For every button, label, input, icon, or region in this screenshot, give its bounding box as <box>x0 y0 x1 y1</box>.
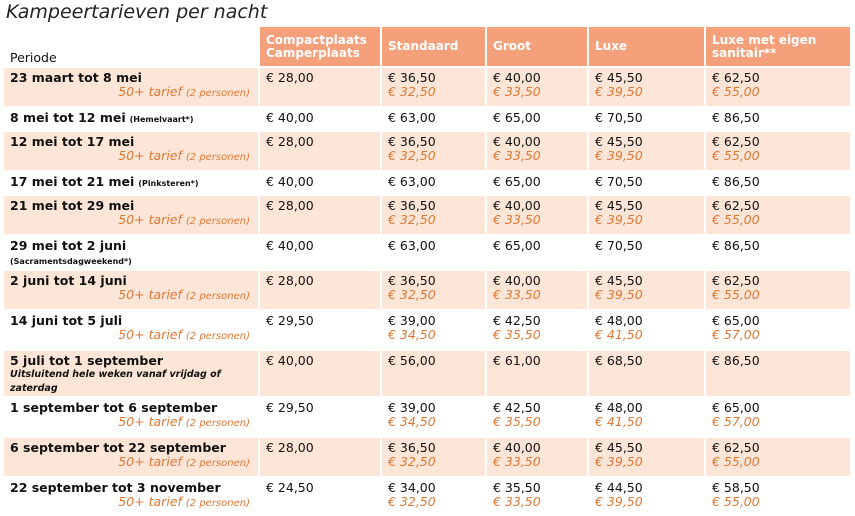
price-standard: € 86,50 <box>712 353 760 368</box>
price-standard: € 45,50 <box>595 198 643 213</box>
price-senior: € 55,00 <box>712 287 760 302</box>
price-cell <box>485 130 587 170</box>
price-cell <box>704 349 850 396</box>
period-label: 29 mei tot 2 juni <box>10 238 127 253</box>
price-senior: € 39,50 <box>595 287 643 302</box>
price-standard: € 63,00 <box>388 174 436 189</box>
senior-rate-spec: (2 personen) <box>185 418 250 429</box>
price-standard: € 86,50 <box>712 238 760 253</box>
price-standard: € 68,50 <box>595 353 643 368</box>
senior-rate-spec: (2 personen) <box>185 216 250 227</box>
price-senior: € 55,00 <box>712 212 760 227</box>
price-standard: € 28,00 <box>266 440 314 455</box>
price-standard: € 70,50 <box>595 238 643 253</box>
price-cell <box>704 269 850 309</box>
period-cell <box>4 194 258 234</box>
price-cell <box>704 194 850 234</box>
price-cell <box>380 269 485 309</box>
period-label: 23 maart tot 8 mei <box>10 70 142 85</box>
rates-table <box>4 27 850 516</box>
period-cell <box>4 170 258 194</box>
price-standard: € 65,00 <box>493 238 541 253</box>
senior-rate-spec: (2 personen) <box>185 88 250 99</box>
senior-rate-spec: (2 personen) <box>185 458 250 469</box>
table-row <box>4 234 850 269</box>
price-standard: € 29,50 <box>266 313 314 328</box>
period-cell <box>4 476 258 516</box>
price-senior: € 32,50 <box>388 212 436 227</box>
price-cell <box>258 130 380 170</box>
column-header-luxe-sanitair: Luxe met eigen sanitair** <box>704 27 850 66</box>
column-header-luxe: Luxe <box>587 27 704 66</box>
price-cell <box>380 309 485 349</box>
period-cell <box>4 436 258 476</box>
price-standard: € 40,00 <box>266 353 314 368</box>
price-cell <box>704 66 850 106</box>
price-senior: € 35,50 <box>493 327 541 342</box>
table-row <box>4 170 850 194</box>
price-standard: € 56,00 <box>388 353 436 368</box>
column-header-groot: Groot <box>485 27 587 66</box>
period-label: 14 juni tot 5 juli <box>10 313 123 328</box>
senior-rate-spec: (2 personen) <box>185 331 250 342</box>
senior-rate-label <box>10 455 252 471</box>
period-cell <box>4 349 258 396</box>
price-standard: € 28,00 <box>266 134 314 149</box>
price-cell <box>704 106 850 130</box>
price-standard: € 62,50 <box>712 440 760 455</box>
senior-rate-label <box>10 213 252 229</box>
price-standard: € 58,50 <box>712 480 760 495</box>
price-senior: € 34,50 <box>388 414 436 429</box>
table-row <box>4 476 850 516</box>
column-header-compactplaats: Compactplaats Camperplaats <box>258 27 380 66</box>
price-standard: € 86,50 <box>712 174 760 189</box>
price-standard: € 40,00 <box>493 70 541 85</box>
price-cell <box>704 130 850 170</box>
senior-rate-label <box>10 149 252 165</box>
price-standard: € 35,50 <box>493 480 541 495</box>
price-cell <box>704 436 850 476</box>
table-row <box>4 269 850 309</box>
price-cell <box>587 66 704 106</box>
period-label: 6 september tot 22 september <box>10 440 226 455</box>
price-cell <box>704 170 850 194</box>
price-cell <box>258 396 380 436</box>
period-restriction-note: Uitsluitend hele weken vanaf vrijdag of zaterdag <box>10 369 221 394</box>
price-senior: € 33,50 <box>493 84 541 99</box>
price-senior: € 39,50 <box>595 84 643 99</box>
price-cell <box>380 234 485 269</box>
price-standard: € 36,50 <box>388 198 436 213</box>
period-cell <box>4 66 258 106</box>
period-label: 5 juli tot 1 september <box>10 353 164 368</box>
price-standard: € 62,50 <box>712 198 760 213</box>
price-senior: € 32,50 <box>388 454 436 469</box>
price-cell <box>380 130 485 170</box>
price-cell <box>587 234 704 269</box>
price-cell <box>485 476 587 516</box>
price-cell <box>258 349 380 396</box>
senior-rate-text: 50+ tarief <box>118 287 182 302</box>
period-label: 21 mei tot 29 mei <box>10 198 135 213</box>
price-senior: € 41,50 <box>595 414 643 429</box>
price-senior: € 39,50 <box>595 454 643 469</box>
price-cell <box>380 396 485 436</box>
price-standard: € 45,50 <box>595 134 643 149</box>
price-cell <box>485 269 587 309</box>
price-senior: € 33,50 <box>493 287 541 302</box>
price-standard: € 65,00 <box>712 400 760 415</box>
period-label: 2 juni tot 14 juni <box>10 273 127 288</box>
price-cell <box>587 269 704 309</box>
price-standard: € 36,50 <box>388 134 436 149</box>
price-senior: € 57,00 <box>712 327 760 342</box>
price-cell <box>587 106 704 130</box>
price-standard: € 36,50 <box>388 273 436 288</box>
table-row <box>4 309 850 349</box>
senior-rate-text: 50+ tarief <box>118 454 182 469</box>
table-row <box>4 130 850 170</box>
header-row <box>4 27 850 66</box>
price-standard: € 28,00 <box>266 273 314 288</box>
price-cell <box>258 436 380 476</box>
price-standard: € 39,00 <box>388 400 436 415</box>
period-label: 1 september tot 6 september <box>10 400 218 415</box>
price-senior: € 34,50 <box>388 327 436 342</box>
price-senior: € 33,50 <box>493 212 541 227</box>
period-label: 17 mei tot 21 mei <box>10 174 135 189</box>
price-standard: € 62,50 <box>712 134 760 149</box>
period-label: 22 september tot 3 november <box>10 480 221 495</box>
senior-rate-text: 50+ tarief <box>118 327 182 342</box>
price-cell <box>485 349 587 396</box>
price-cell <box>258 194 380 234</box>
senior-rate-label <box>10 415 252 431</box>
price-cell <box>380 66 485 106</box>
price-cell <box>485 194 587 234</box>
price-cell <box>380 106 485 130</box>
price-standard: € 29,50 <box>266 400 314 415</box>
price-standard: € 62,50 <box>712 273 760 288</box>
price-standard: € 40,00 <box>493 134 541 149</box>
senior-rate-label <box>10 85 252 101</box>
price-cell <box>258 269 380 309</box>
price-senior: € 32,50 <box>388 84 436 99</box>
price-senior: € 33,50 <box>493 148 541 163</box>
price-standard: € 44,50 <box>595 480 643 495</box>
price-standard: € 40,00 <box>493 198 541 213</box>
table-row <box>4 349 850 396</box>
price-cell <box>258 66 380 106</box>
table-row <box>4 194 850 234</box>
price-cell <box>258 106 380 130</box>
senior-rate-spec: (2 personen) <box>185 291 250 302</box>
price-cell <box>485 106 587 130</box>
price-senior: € 33,50 <box>493 454 541 469</box>
period-note: (Sacramentsdagweekend*) <box>10 257 132 266</box>
price-cell <box>704 396 850 436</box>
price-cell <box>704 476 850 516</box>
senior-rate-text: 50+ tarief <box>118 414 182 429</box>
price-standard: € 65,00 <box>493 174 541 189</box>
price-senior: € 35,50 <box>493 414 541 429</box>
table-row <box>4 66 850 106</box>
table-row <box>4 436 850 476</box>
price-cell <box>587 194 704 234</box>
price-standard: € 65,00 <box>493 110 541 125</box>
price-cell <box>258 476 380 516</box>
period-cell <box>4 269 258 309</box>
price-cell <box>485 234 587 269</box>
price-standard: € 40,00 <box>493 440 541 455</box>
price-cell <box>380 349 485 396</box>
price-cell <box>258 170 380 194</box>
senior-rate-spec: (2 personen) <box>185 152 250 163</box>
senior-rate-text: 50+ tarief <box>118 148 182 163</box>
table-row <box>4 396 850 436</box>
price-senior: € 32,50 <box>388 287 436 302</box>
senior-rate-text: 50+ tarief <box>118 494 182 509</box>
price-senior: € 32,50 <box>388 148 436 163</box>
price-standard: € 42,50 <box>493 313 541 328</box>
price-senior: € 39,50 <box>595 212 643 227</box>
price-cell <box>587 396 704 436</box>
price-cell <box>258 234 380 269</box>
price-standard: € 36,50 <box>388 440 436 455</box>
senior-rate-text: 50+ tarief <box>118 212 182 227</box>
period-cell <box>4 309 258 349</box>
price-cell <box>704 234 850 269</box>
senior-rate-text: 50+ tarief <box>118 84 182 99</box>
price-senior: € 55,00 <box>712 454 760 469</box>
senior-rate-spec: (2 personen) <box>185 498 250 509</box>
price-cell <box>380 170 485 194</box>
price-standard: € 28,00 <box>266 70 314 85</box>
price-cell <box>485 309 587 349</box>
price-senior: € 57,00 <box>712 414 760 429</box>
price-senior: € 39,50 <box>595 148 643 163</box>
price-cell <box>380 194 485 234</box>
price-senior: € 41,50 <box>595 327 643 342</box>
price-senior: € 39,50 <box>595 494 643 509</box>
price-standard: € 42,50 <box>493 400 541 415</box>
price-cell <box>485 396 587 436</box>
price-senior: € 55,00 <box>712 148 760 163</box>
price-standard: € 70,50 <box>595 110 643 125</box>
price-senior: € 55,00 <box>712 494 760 509</box>
price-cell <box>485 170 587 194</box>
page-title: Kampeertarieven per nacht <box>6 1 268 23</box>
price-standard: € 70,50 <box>595 174 643 189</box>
price-cell <box>587 170 704 194</box>
column-header-periode: Periode <box>4 27 258 66</box>
price-standard: € 86,50 <box>712 110 760 125</box>
senior-rate-label <box>10 288 252 304</box>
price-standard: € 24,50 <box>266 480 314 495</box>
period-label: 12 mei tot 17 mei <box>10 134 135 149</box>
price-cell <box>587 349 704 396</box>
price-standard: € 48,00 <box>595 313 643 328</box>
price-standard: € 45,50 <box>595 440 643 455</box>
senior-rate-label <box>10 495 252 511</box>
price-standard: € 61,00 <box>493 353 541 368</box>
price-senior: € 33,50 <box>493 494 541 509</box>
period-cell <box>4 130 258 170</box>
price-cell <box>258 309 380 349</box>
price-standard: € 48,00 <box>595 400 643 415</box>
price-standard: € 45,50 <box>595 273 643 288</box>
price-senior: € 55,00 <box>712 84 760 99</box>
price-cell <box>587 476 704 516</box>
price-cell <box>587 130 704 170</box>
price-standard: € 28,00 <box>266 198 314 213</box>
period-note: (Hemelvaart*) <box>129 115 194 124</box>
period-label: 8 mei tot 12 mei <box>10 110 126 125</box>
senior-rate-label <box>10 328 252 344</box>
price-standard: € 34,00 <box>388 480 436 495</box>
price-cell <box>587 309 704 349</box>
price-cell <box>704 309 850 349</box>
price-standard: € 36,50 <box>388 70 436 85</box>
price-cell <box>485 66 587 106</box>
period-cell <box>4 396 258 436</box>
price-cell <box>587 436 704 476</box>
price-standard: € 65,00 <box>712 313 760 328</box>
price-standard: € 63,00 <box>388 110 436 125</box>
price-standard: € 39,00 <box>388 313 436 328</box>
period-note: (Pinksteren*) <box>138 179 199 188</box>
price-cell <box>380 436 485 476</box>
price-standard: € 45,50 <box>595 70 643 85</box>
price-standard: € 40,00 <box>493 273 541 288</box>
price-standard: € 40,00 <box>266 238 314 253</box>
price-senior: € 32,50 <box>388 494 436 509</box>
price-cell <box>485 436 587 476</box>
price-cell <box>380 476 485 516</box>
price-standard: € 63,00 <box>388 238 436 253</box>
period-cell <box>4 234 258 269</box>
price-standard: € 40,00 <box>266 110 314 125</box>
price-standard: € 62,50 <box>712 70 760 85</box>
table-row <box>4 106 850 130</box>
period-cell <box>4 106 258 130</box>
column-header-standaard: Standaard <box>380 27 485 66</box>
price-standard: € 40,00 <box>266 174 314 189</box>
